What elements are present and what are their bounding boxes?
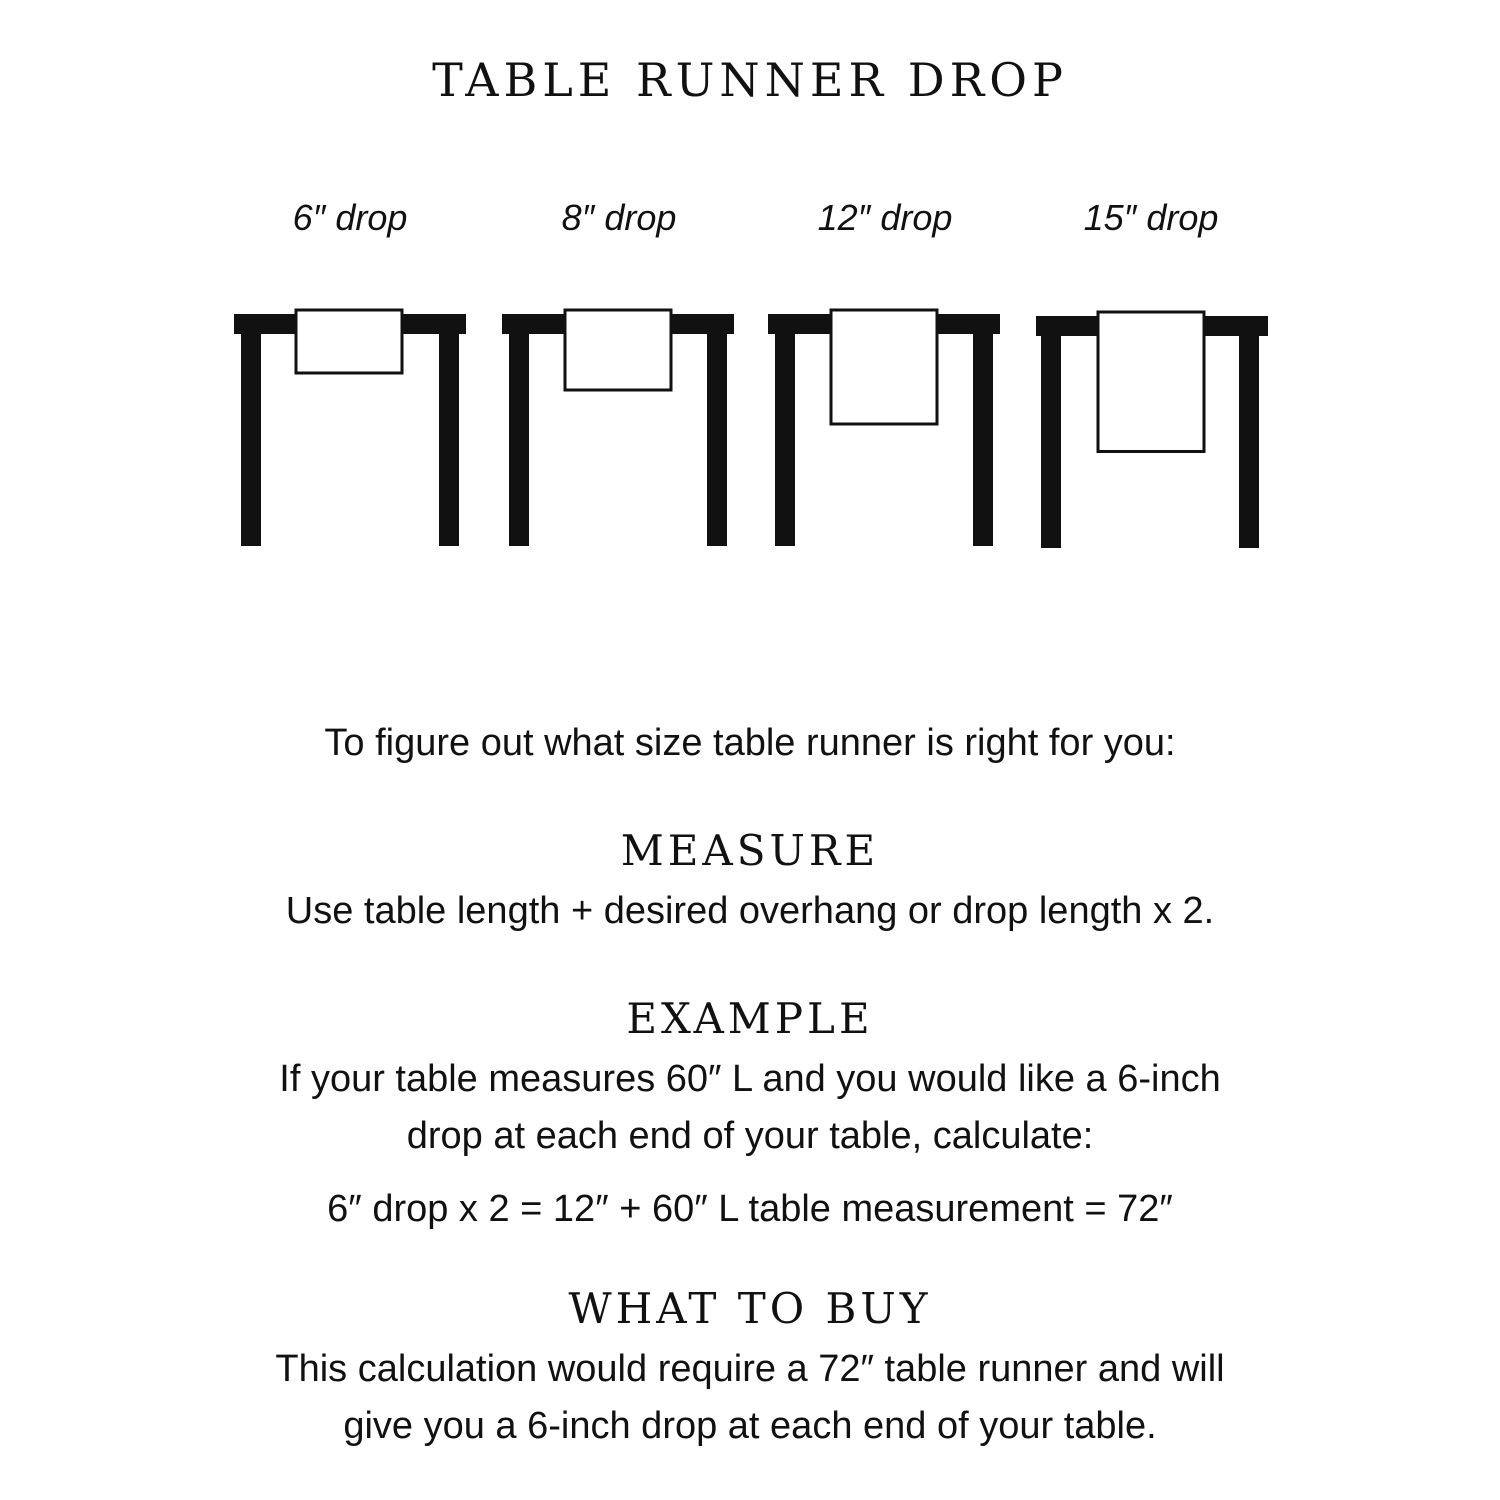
table-leg-left: [1041, 316, 1061, 548]
what-to-buy-line-1: This calculation would require a 72″ table runner and will: [275, 1348, 1225, 1390]
drop-label-15: 15″ drop: [1083, 197, 1219, 238]
example-heading: EXAMPLE: [626, 994, 874, 1043]
drop-label-6: 6″ drop: [292, 197, 408, 238]
measure-text: Use table length + desired overhang or drop length x 2.: [285, 890, 1215, 932]
table-leg-right: [973, 314, 993, 546]
example-line-2: drop at each end of your table, calculate:: [406, 1115, 1094, 1157]
runner-drop: [1098, 312, 1204, 452]
table-leg-right: [707, 314, 727, 546]
runner-drop: [831, 310, 937, 424]
table-leg-right: [1239, 316, 1259, 548]
table-leg-left: [775, 314, 795, 546]
page-title: TABLE RUNNER DROP: [432, 53, 1068, 107]
runner-drop: [565, 310, 671, 390]
what-to-buy-heading: WHAT TO BUY: [568, 1284, 932, 1333]
example-formula: 6″ drop x 2 = 12″ + 60″ L table measurement = 72″: [327, 1188, 1173, 1230]
table-diagram-6: [232, 290, 468, 560]
drop-label-12: 12″ drop: [817, 197, 953, 238]
intro-text: To figure out what size table runner is right for you:: [324, 722, 1176, 764]
table-leg-left: [241, 314, 261, 546]
table-leg-left: [509, 314, 529, 546]
measure-heading: MEASURE: [620, 826, 880, 875]
runner-drop: [296, 310, 402, 373]
table-diagram-12: [766, 290, 1002, 560]
table-leg-right: [439, 314, 459, 546]
table-diagram-15: [1034, 290, 1270, 560]
what-to-buy-line-2: give you a 6-inch drop at each end of your table.: [343, 1405, 1157, 1447]
table-diagram-8: [500, 290, 736, 560]
example-line-1: If your table measures 60″ L and you would like a 6-inch: [279, 1058, 1221, 1100]
drop-label-8: 8″ drop: [561, 197, 677, 238]
